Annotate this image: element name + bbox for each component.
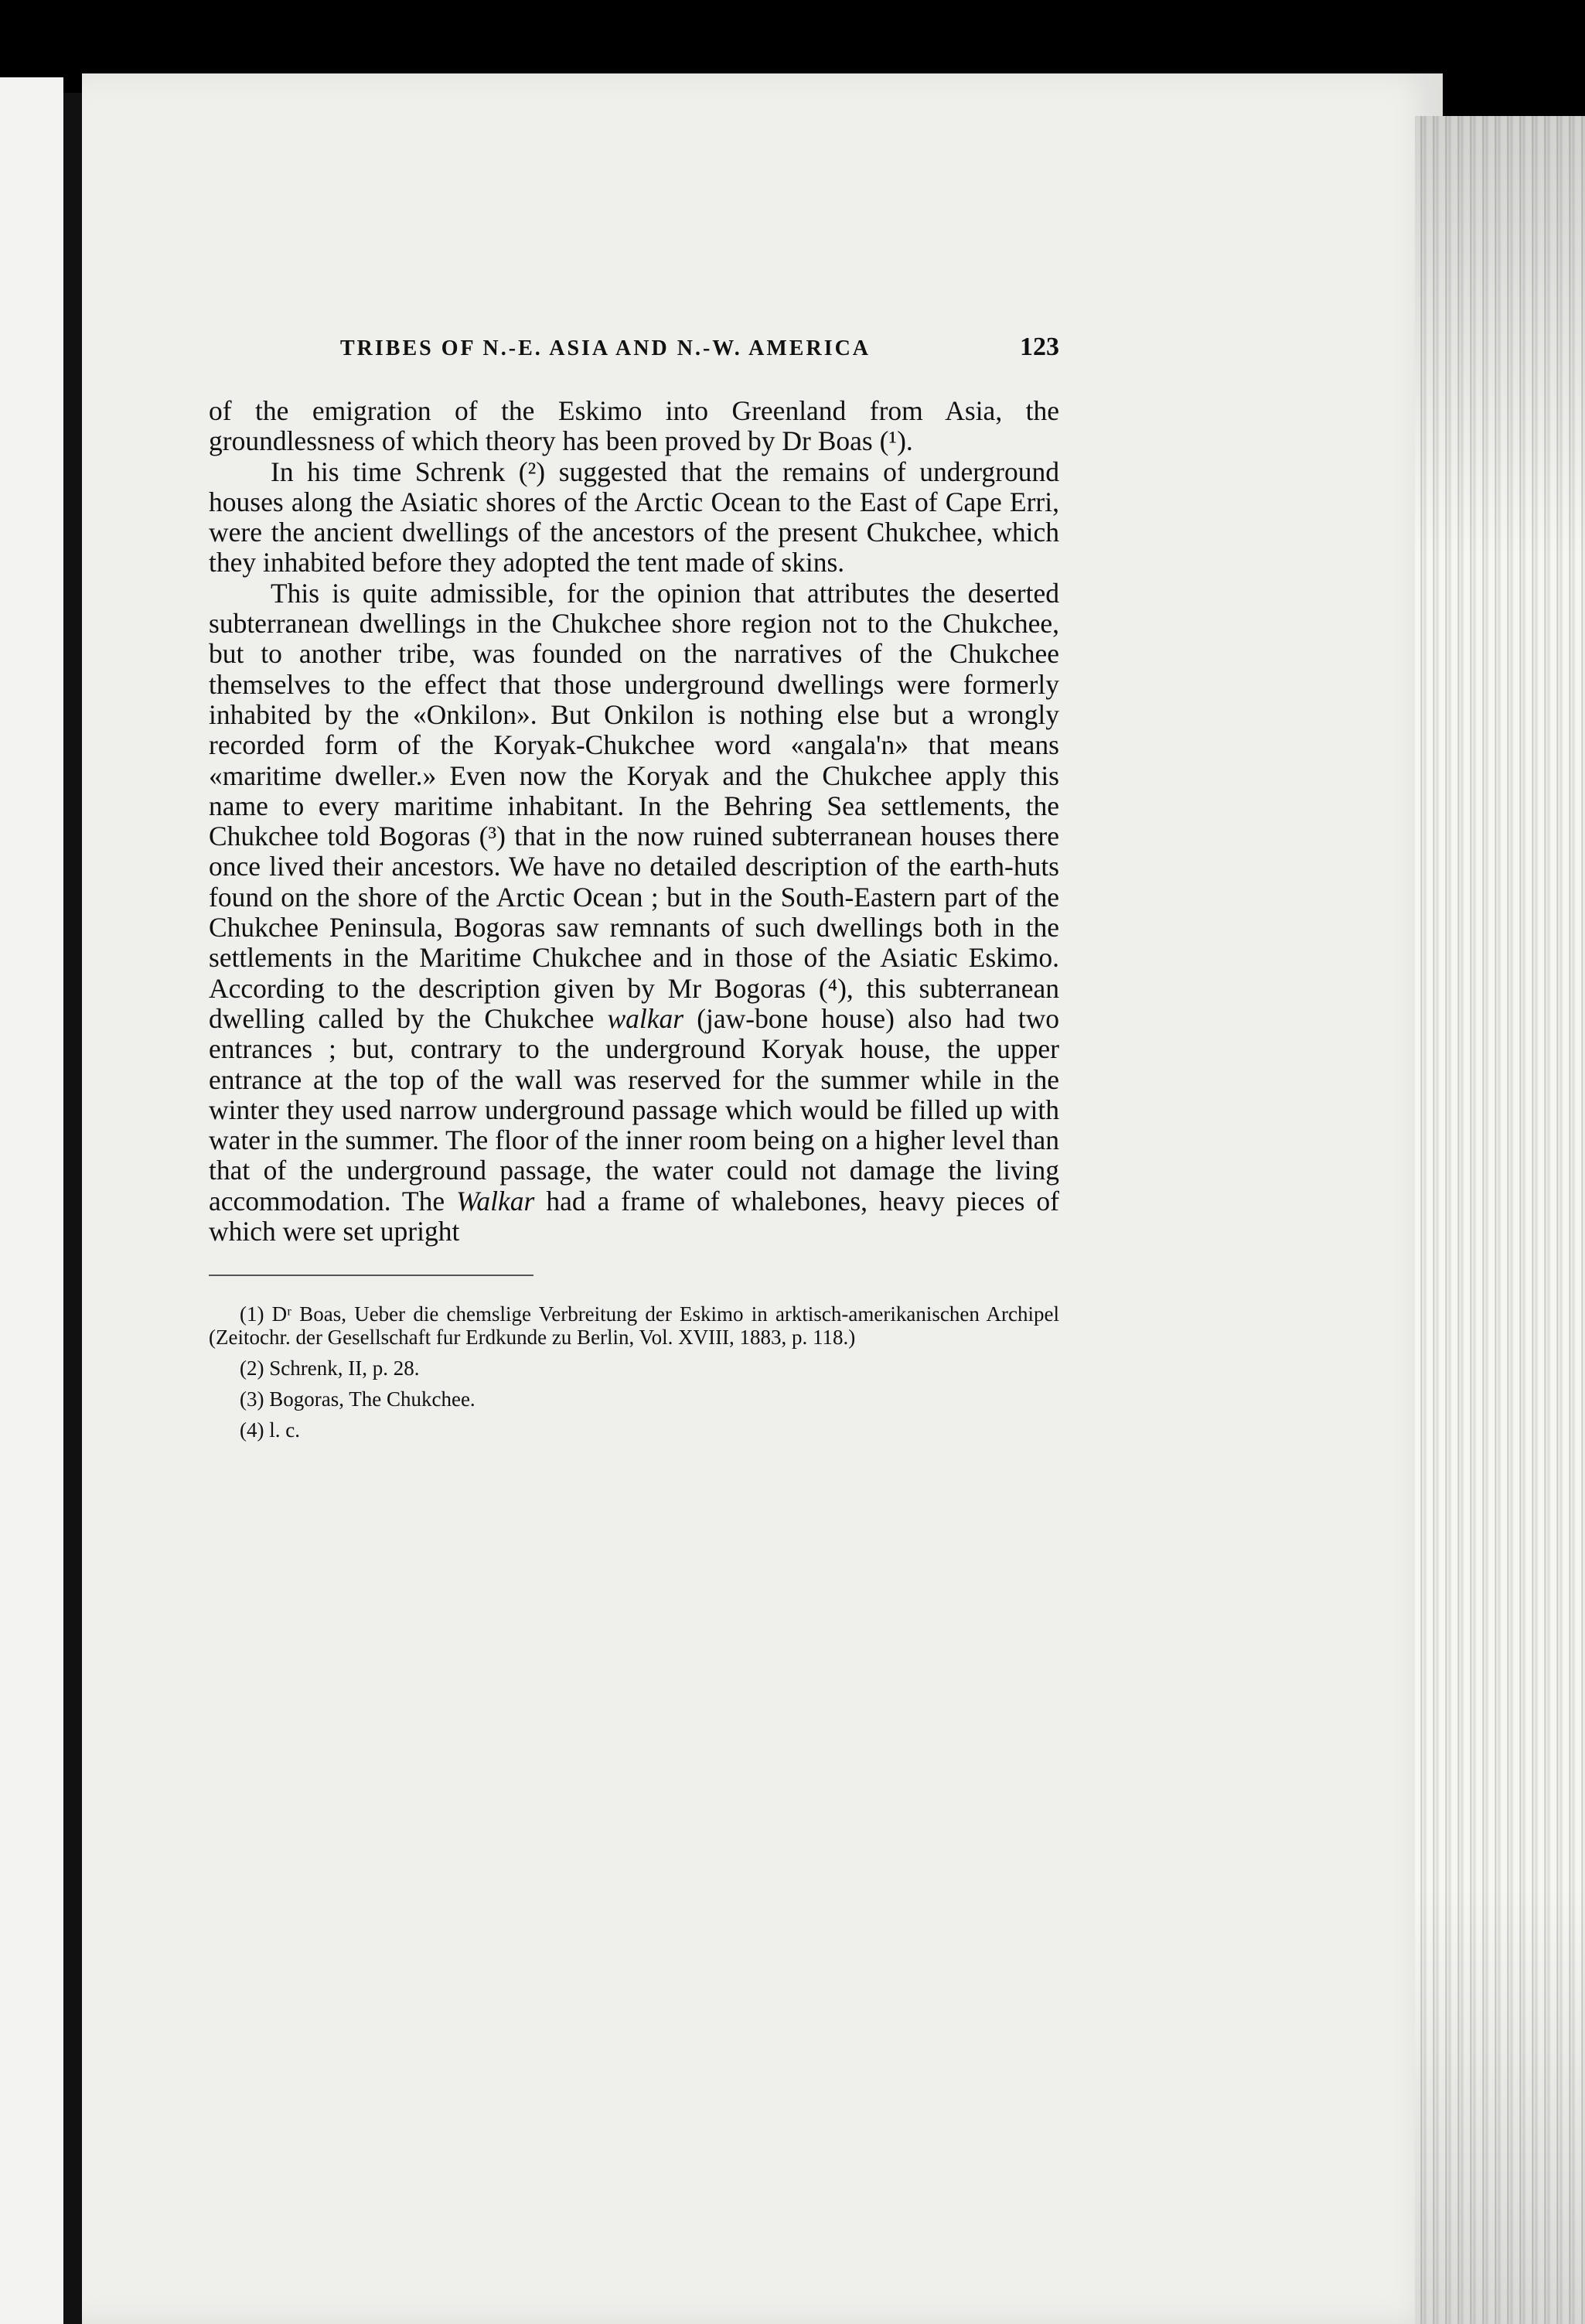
paragraph-3-part-c: had a frame of whalebones, heavy pieces of which were set upright (209, 1185, 1059, 1247)
running-head (209, 333, 1059, 362)
footnote-3: (3) Bogoras, The Chukchee. (240, 1387, 476, 1411)
book-gutter (63, 93, 82, 2324)
paragraph-3-part-b: (jaw-bone house) also had two entrances ; but, contrary to the underground Koryak house, the upper entrance at the top of the wall was reserved for the summer while in the winter they used narrow underground passage which would be filled up with water in the summer. The floor of the inner room being on a higher level than that of the underground passage, the water could not damage the living accommodation. The (209, 1002, 1059, 1217)
page-stack-shadow (1415, 116, 1585, 2324)
footnote-4: (4) l. c. (240, 1418, 300, 1442)
footnote-2: (2) Schrenk, II, p. 28. (240, 1357, 420, 1380)
footnote-1: (1) Dʳ Boas, Ueber die chemslige Verbreitung der Eskimo in arktisch-amerikanischen Archipel (Zeitochr. der Gesellschaft fur Erdkunde zu Berlin, Vol. XVIII, 1883, p. 118.) (209, 1302, 1059, 1350)
footnote-rule (209, 1275, 533, 1276)
paragraph-3-part-a: This is quite admissible, for the opinion that attributes the deserted subterranean dwellings in the Chukchee shore region not to the Chukchee, but to another tribe, was founded on the narratives of the Chukchee themselves to the effect that those underground dwellings were formerly inhabited by the «Onkilon». But Onkilon is nothing else but a wrongly recorded form of the Koryak-Chukchee word «angala'n» that means «maritime dweller.» Even now the Koryak and the Chukchee apply this name to every maritime inhabitant. In the Behring Sea settlements, the Chukchee told Bogoras (³) that in the now ruined subterranean houses there once lived their ancestors. We have no detailed description of the earth-huts found on the shore of the Arctic Ocean ; but in the South-Eastern part of the Chukchee Peninsula, Bogoras saw remnants of such dwellings both in the settlements in the Maritime Chukchee and in those of the Asiatic Eskimo. According to the description given by Mr Bogoras (⁴), this subterranean dwelling called by the Chukchee (209, 577, 1059, 1034)
walkar-term: walkar (607, 1002, 684, 1034)
paragraph-1: of the emigration of the Eskimo into Greenland from Asia, the groundlessness of which theory has been proved by Dr Boas (¹). (209, 395, 1059, 457)
walkar-term-capitalized: Walkar (456, 1185, 535, 1217)
running-title: TRIBES OF N.-E. ASIA AND N.-W. AMERICA (340, 336, 871, 360)
paragraph-2: In his time Schrenk (²) suggested that the remains of underground houses along the Asiatic shores of the Arctic Ocean to the East of Cape Erri, were the ancient dwellings of the ancestors of the present Chukchee, which they inhabited before they adopted the tent made of skins. (209, 456, 1059, 578)
paragraph-3 (209, 578, 1059, 1247)
left-page-edge (0, 77, 63, 2324)
page-number: 123 (1020, 333, 1059, 361)
page-text-block (209, 333, 1059, 1449)
